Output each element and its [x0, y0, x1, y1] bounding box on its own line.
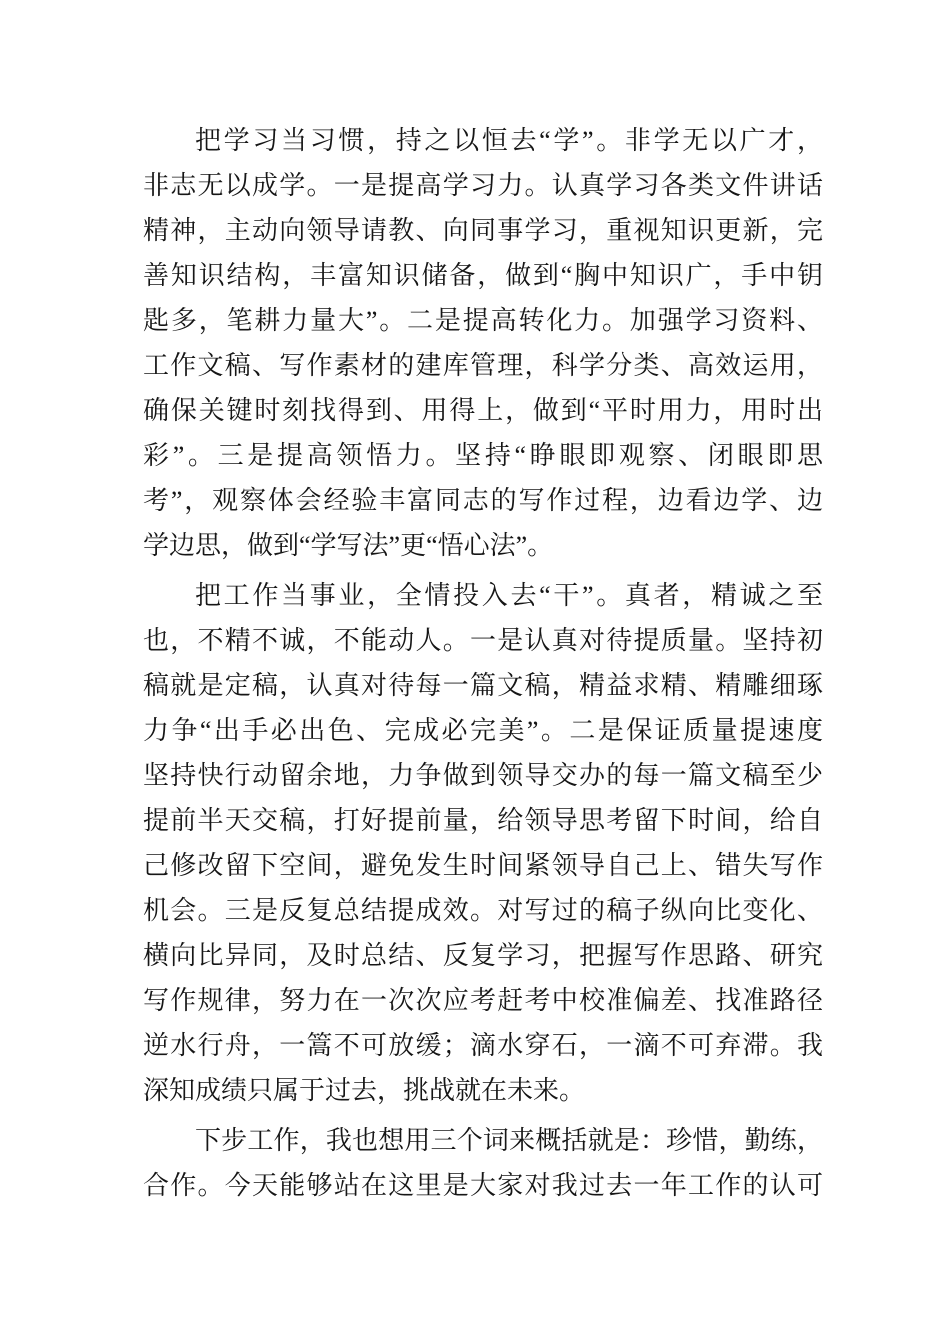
text-line: 稿就是定稿，认真对待每一篇文稿，精益求精、精雕细琢	[143, 671, 823, 700]
text-line: 力争“出手必出色、完成必完美”。二是保证质量提速度	[143, 716, 823, 745]
text-line: 写作规律，努力在一次次应考赶考中校准偏差、找准路径	[143, 986, 823, 1015]
text-line: 彩”。三是提高领悟力。坚持“睁眼即观察、闭眼即思	[143, 441, 823, 470]
text-line: 确保关键时刻找得到、用得上，做到“平时用力，用时出	[143, 396, 823, 425]
paragraph-work	[143, 573, 823, 1113]
paragraph-next-steps	[143, 1118, 823, 1208]
text-line: 横向比异同，及时总结、反复学习，把握写作思路、研究	[143, 941, 823, 970]
document-body	[143, 118, 823, 1208]
text-line: 己修改留下空间，避免发生时间紧领导自己上、错失写作	[143, 851, 823, 880]
text-line: 精神，主动向领导请教、向同事学习，重视知识更新，完	[143, 216, 823, 245]
text-line: 逆水行舟，一篙不可放缓；滴水穿石，一滴不可弃滞。我	[143, 1031, 823, 1060]
text-line: 坚持快行动留余地，力争做到领导交办的每一篇文稿至少	[143, 761, 823, 790]
text-line: 匙多，笔耕力量大”。二是提高转化力。加强学习资料、	[143, 306, 823, 335]
text-line: 学边思，做到“学写法”更“悟心法”。	[143, 531, 554, 560]
text-line: 把学习当习惯，持之以恒去“学”。非学无以广才，	[195, 126, 823, 155]
text-line: 考”，观察体会经验丰富同志的写作过程，边看边学、边	[143, 486, 823, 515]
text-line: 提前半天交稿，打好提前量，给领导思考留下时间，给自	[143, 806, 823, 835]
text-line: 非志无以成学。一是提高学习力。认真学习各类文件讲话	[143, 171, 823, 200]
text-line: 把工作当事业，全情投入去“干”。真者，精诚之至	[195, 581, 823, 610]
text-line: 合作。今天能够站在这里是大家对我过去一年工作的认可	[143, 1171, 823, 1200]
text-line: 工作文稿、写作素材的建库管理，科学分类、高效运用，	[143, 351, 823, 380]
paragraph-study	[143, 118, 823, 568]
text-line: 下步工作，我也想用三个词来概括就是：珍惜，勤练，	[195, 1126, 823, 1155]
text-line: 机会。三是反复总结提成效。对写过的稿子纵向比变化、	[143, 896, 823, 925]
text-line: 深知成绩只属于过去，挑战就在未来。	[143, 1076, 586, 1105]
text-line: 也，不精不诚，不能动人。一是认真对待提质量。坚持初	[143, 626, 823, 655]
text-line: 善知识结构，丰富知识储备，做到“胸中知识广，手中钥	[143, 261, 823, 290]
